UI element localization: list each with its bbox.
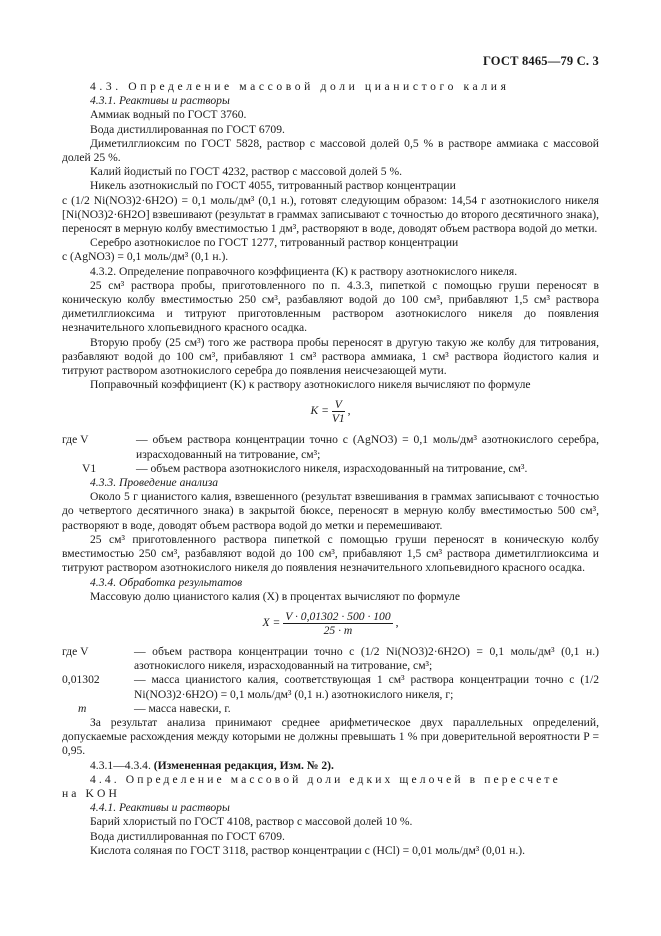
section-4-3-3-paragraph-1: Около 5 г цианистого калия, взвешенного (результат взвешивания в граммах записывают с точностью до четвертого десятичного знака) в закрытой бюксе, переносят в мерную колбу вместимостью 500 см³, растворяют в воде, доводят объем раствора водой до метки и перемешивают. xyxy=(62,490,599,532)
formula-2-fraction xyxy=(283,610,392,637)
formula-2-lhs: X = xyxy=(262,616,281,630)
formula-2-tail: , xyxy=(395,616,399,630)
formula-2-numerator: V · 0,01302 · 500 · 100 xyxy=(285,609,391,623)
section-4-3-4-paragraph-1: Массовую долю цианистого калия (X) в процентах вычисляют по формуле xyxy=(90,589,460,603)
formula-2-definitions xyxy=(62,645,599,716)
reagent-ammonia: Аммиак водный по ГОСТ 3760. xyxy=(90,108,247,122)
formula-1-tail: , xyxy=(347,404,351,418)
reagent-silver-nitrate-text: c (AgNO3) = 0,1 моль/дм³ (0,1 н.). xyxy=(62,250,229,264)
reagent-hydrochloric-acid: Кислота соляная по ГОСТ 3118, раствор концентрации c (HCl) = 0,01 моль/дм³ (0,01 н.). xyxy=(90,843,526,857)
definition-row xyxy=(62,433,599,461)
formula-1-denominator: V1 xyxy=(331,412,345,426)
section-4-3-2-paragraph-2: Вторую пробу (25 см³) того же раствора пробы переносят в другую такую же колбу для титрования, разбавляют водой до 100 см³, прибавляют 1 см³ раствора аммиака, 1 см³ раствора йодистого калия и титруют раствором азотнокислого серебра до появления неисчезающей мути. xyxy=(62,335,599,378)
section-4-4-title-continued: на KOH xyxy=(62,786,120,800)
section-4-3-3-paragraph-2: 25 см³ приготовленного раствора пипеткой с помощью груши переносят в коническую колбу вместимостью 250 см³, разбавляют водой до 100 см³, прибавляют 1,5 см³ раствора диметилглиоксима и титруют раствором азотнокислого никеля до появления незначительного хлопьевидного красного осадка. xyxy=(62,532,599,575)
section-4-3-1-title: 4.3.1. Реактивы и растворы xyxy=(90,94,230,108)
reagent-potassium-iodide: Калий йодистый по ГОСТ 4232, раствор с массовой долей 5 %. xyxy=(90,165,403,179)
section-4-3-3-title: 4.3.3. Проведение анализа xyxy=(90,476,219,490)
formula-2-denominator: 25 · m xyxy=(323,623,353,637)
reagent-silver-nitrate-line1: Серебро азотнокислое по ГОСТ 1277, титрованный раствор концентрации xyxy=(90,236,459,250)
revision-label: (Измененная редакция, Изм. № 2). xyxy=(153,758,334,772)
revision-note xyxy=(62,759,599,773)
section-4-3-2-title: 4.3.2. Определение поправочного коэффициента (K) к раствору азотнокислого никеля. xyxy=(90,264,518,278)
formula-1-lhs: K = xyxy=(310,404,329,418)
definition-row xyxy=(62,702,599,716)
formula-1-numerator: V xyxy=(332,398,345,412)
definition-row xyxy=(62,673,599,701)
reagent-water: Вода дистиллированная по ГОСТ 6709. xyxy=(90,122,285,136)
definition-label: 0,01302 xyxy=(62,673,100,687)
definition-text: — масса навески, г. xyxy=(134,701,231,715)
formula-mass-fraction xyxy=(62,610,599,637)
definition-label: m xyxy=(78,701,87,715)
formula-1-fraction xyxy=(332,398,345,425)
definition-row xyxy=(62,645,599,673)
section-4-3-2-paragraph-1: 25 см³ раствора пробы, приготовленного по п. 4.3.3, пипеткой с помощью груши переносят в коническую колбу вместимостью 250 см³, разбавляют водой до 100 см³, прибавляют 1,5 см³ раствора диметилглиоксима и титруют приготовленным раствором азотнокислого никеля до появления незначительного хлопьевидного красного осадка. xyxy=(62,278,599,335)
document-body xyxy=(62,80,599,858)
revision-sections: 4.3.1—4.3.4. xyxy=(90,758,151,772)
reagent-nickel-nitrate-line1: Никель азотнокислый по ГОСТ 4055, титрованный раствор концентрации xyxy=(90,179,456,193)
definition-row xyxy=(62,462,599,476)
result-paragraph: За результат анализа принимают среднее арифметическое двух параллельных определений, допускаемые расхождения между которыми не должны превышать 1 % при доверительной вероятности P = 0,95. xyxy=(62,715,599,758)
page-header: ГОСТ 8465—79 С. 3 xyxy=(482,54,599,68)
definition-label: V1 xyxy=(82,461,97,475)
formula-correction-factor xyxy=(62,398,599,425)
definition-text: — объем раствора азотнокислого никеля, израсходованный на титрование, см³. xyxy=(136,461,528,475)
section-4-4-1-title: 4.4.1. Реактивы и растворы xyxy=(90,801,230,815)
definition-label: где V xyxy=(62,644,89,658)
section-4-3-title: 4.3. Определение массовой доли цианистого калия xyxy=(90,80,510,93)
definition-text: — объем раствора концентрации точно c (AgNO3) = 0,1 моль/дм³ азотнокислого серебра, израсходованный на титрование, см³; xyxy=(136,433,599,461)
reagent-dimethylglyoxime: Диметилглиоксим по ГОСТ 5828, раствор с массовой долей 0,5 % в растворе аммиака с массовой долей 25 %. xyxy=(62,136,599,165)
formula-1-definitions xyxy=(62,433,599,476)
definition-text: — масса цианистого калия, соответствующая 1 см³ раствора концентрации точно c (1/2 Ni(NO3)2·6H2O) = 0,1 моль/дм³ (0,1 н.) азотнокислого никеля, г; xyxy=(134,673,599,701)
section-4-3-2-paragraph-3: Поправочный коэффициент (K) к раствору азотнокислого никеля вычисляют по формуле xyxy=(90,378,531,392)
definition-text: — объем раствора концентрации точно c (1/2 Ni(NO3)2·6H2O) = 0,1 моль/дм³ (0,1 н.) азотнокислого никеля, израсходованный на титрование, см³; xyxy=(134,644,599,673)
section-4-4-title: 4.4. Определение массовой доли едких щелочей в пересчете xyxy=(90,772,561,786)
section-4-3-4-title: 4.3.4. Обработка результатов xyxy=(90,575,243,589)
reagent-barium-chloride: Барий хлористый по ГОСТ 4108, раствор с массовой долей 10 %. xyxy=(90,815,413,829)
reagent-nickel-nitrate-text: c (1/2 Ni(NO3)2·6H2O) = 0,1 моль/дм³ (0,1 н.), готовят следующим образом: 14,54 г азотнокислого никеля [Ni(NO3)2·6H2O] взвешивают (результат в граммах записывают с точностью до второго десятичного знака), переносят в мерную колбу вместимостью 1 дм³, растворяют в воде, доводят объем раствора водой до метки. xyxy=(62,193,599,236)
definition-label: где V xyxy=(62,433,89,447)
reagent-water-2: Вода дистиллированная по ГОСТ 6709. xyxy=(90,829,285,843)
